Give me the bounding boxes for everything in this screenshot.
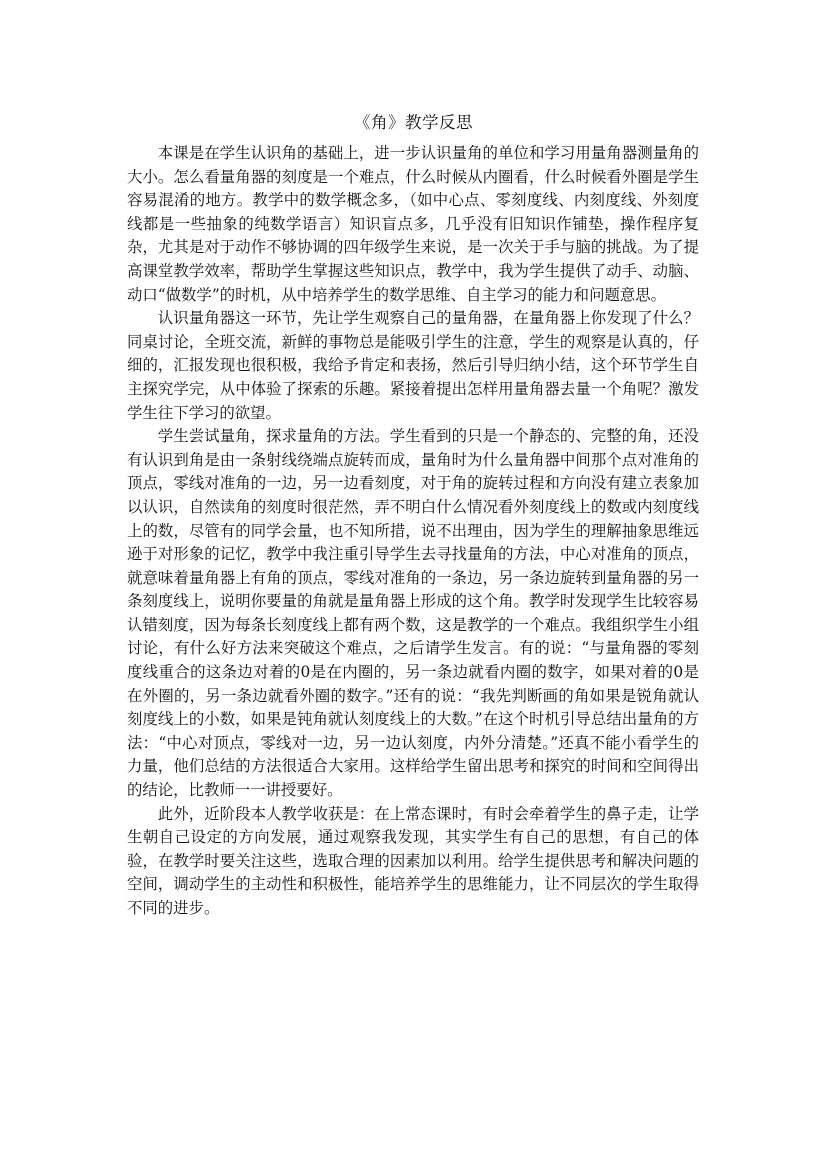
document-body <box>127 142 699 921</box>
document-title: 《角》教学反思 <box>354 113 473 132</box>
paragraph-3: 学生尝试量角，探求量角的方法。学生看到的只是一个静态的、完整的角，还没有认识到角是由一条射线绕端点旋转而成，量角时为什么量角器中间那个点对准角的顶点，零线对准角的一边，另一边看刻度，对于角的旋转过程和方向没有建立表象加以认识，自然读角的刻度时很茫然，弄不明白什么情况看外刻度线上的数或内刻度线上的数，尽管有的同学会量，也不知所措，说不出理由，因为学生的理解抽象思维远逊于对形象的记忆，教学中我注重引导学生去寻找量角的方法，中心对准角的顶点，就意味着量角器上有角的顶点，零线对准角的一条边，另一条边旋转到量角器的另一条刻度线上，说明你要量的角就是量角器上形成的这个角。教学时发现学生比较容易认错刻度，因为每条长刻度线上都有两个数，这是教学的一个难点。我组织学生小组讨论，有什么好方法来突破这个难点，之后请学生发言。有的说：“与量角器的零刻度线重合的这条边对着的0是在内圈的，另一条边就看内圈的数字，如果对着的0是在外圈的，另一条边就看外圈的数字。”还有的说：“我先判断画的角如果是锐角就认刻度线上的小数，如果是钝角就认刻度线上的大数。”在这个时机引导总结出量角的方法：“中心对顶点，零线对一边，另一边认刻度，内外分清楚。”还真不能小看学生的力量，他们总结的方法很适合大家用。这样给学生留出思考和探究的时间和空间得出的结论，比教师一一讲授要好。 <box>127 427 699 800</box>
paragraph-4: 此外，近阶段本人教学收获是：在上常态课时，有时会牵着学生的鼻子走，让学生朝自己设定的方向发展，通过观察我发现，其实学生有自己的思想，有自己的体验，在教学时要关注这些，选取合理的因素加以利用。给学生提供思考和解决问题的空间，调动学生的主动性和积极性，能培养学生的思维能力，让不同层次的学生取得不同的进步。 <box>127 804 699 917</box>
paragraph-1: 本课是在学生认识角的基础上，进一步认识量角的单位和学习用量角器测量角的大小。怎么看量角器的刻度是一个难点，什么时候从内圈看，什么时候看外圈是学生容易混淆的地方。教学中的数学概念多，（如中心点、零刻度线、内刻度线、外刻度线都是一些抽象的纯数学语言）知识盲点多，几乎没有旧知识作铺垫，操作程序复杂，尤其是对于动作不够协调的四年级学生来说，是一次关于手与脑的挑战。为了提高课堂教学效率，帮助学生掌握这些知识点，教学中，我为学生提供了动手、动脑、动口“做数学”的时机，从中培养学生的数学思维、自主学习的能力和问题意思。 <box>127 144 699 304</box>
paragraph-2: 认识量角器这一环节，先让学生观察自己的量角器，在量角器上你发现了什么？同桌讨论，全班交流，新鲜的事物总是能吸引学生的注意，学生的观察是认真的，仔细的，汇报发现也很积极，我给予肯定和表扬，然后引导归纳小结，这个环节学生自主探究学完，从中体验了探索的乐趣。紧接着提出怎样用量角器去量一个角呢？激发学生往下学习的欲望。 <box>127 309 699 422</box>
